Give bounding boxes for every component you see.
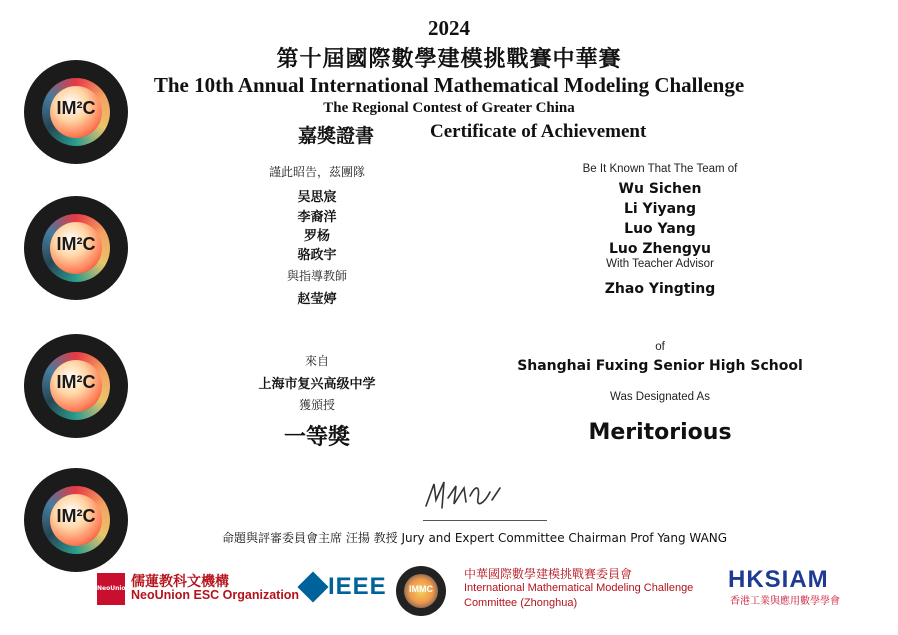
immc-seal-icon — [24, 334, 128, 438]
intro-english: Be It Known That The Team of — [582, 163, 738, 175]
hksiam-name-zh: 香港工業與應用數學學會 — [730, 596, 840, 607]
advisor-name-zh: 赵莹婷 — [297, 292, 337, 307]
certificate-title-english: Certificate of Achievement — [430, 121, 647, 142]
certificate-title-chinese: 嘉獎證書 — [298, 125, 375, 147]
member-name-en: Li Yiyang — [623, 201, 697, 217]
advisor-label-en: With Teacher Advisor — [606, 258, 714, 270]
designated-label-en: Was Designated As — [610, 391, 710, 403]
neounion-name-zh: 儒蓮教科文機構 — [131, 574, 229, 590]
jury-chairman-line: 命題與評審委員會主席 汪揚 教授 Jury and Expert Committee Chairman Prof Yang WANG — [222, 531, 728, 545]
ieee-logo: IEEE — [328, 573, 387, 600]
member-name-zh: 李裔洋 — [297, 210, 337, 225]
member-name-en: Luo Zhengyu — [608, 241, 712, 257]
immc-seal-icon — [24, 196, 128, 300]
subtitle: The Regional Contest of Greater China — [323, 100, 575, 116]
member-name-en: Luo Yang — [624, 221, 696, 237]
neounion-logo-icon: NeoUnion — [97, 573, 125, 605]
signature-icon — [420, 478, 504, 514]
immc-seal-text: IMMC — [409, 584, 433, 594]
immc-committee-name-en-line2: Committee (Zhonghua) — [464, 597, 578, 609]
title-english: The 10th Annual International Mathematical Modeling Challenge — [153, 73, 745, 97]
title-chinese: 第十屆國際數學建模挑戰賽中華賽 — [276, 47, 622, 72]
seal-center-text: IM²C — [56, 372, 96, 392]
advisor-name-en: Zhao Yingting — [604, 281, 716, 297]
immc-committee-name-en-line1: International Mathematical Modeling Challenge — [464, 582, 694, 594]
intro-chinese: 謹此昭告，茲團隊 — [268, 165, 365, 179]
of-label-en: of — [655, 341, 665, 353]
from-label-zh: 來自 — [304, 354, 329, 368]
member-name-en: Wu Sichen — [618, 181, 702, 197]
immc-committee-seal-icon — [396, 566, 446, 616]
neounion-name-en: NeoUnion ESC Organization — [131, 588, 300, 602]
immc-seal-icon — [24, 60, 128, 164]
seal-center-text: IM²C — [56, 98, 96, 118]
certificate-year: 2024 — [428, 16, 470, 40]
immc-seal-icon — [24, 468, 128, 572]
seal-center-text: IM²C — [56, 234, 96, 254]
advisor-label-zh: 與指導教師 — [286, 269, 347, 283]
award-chinese: 一等獎 — [283, 425, 350, 450]
hksiam-logo: HKSIAM — [728, 566, 829, 593]
signature-line — [423, 520, 547, 521]
school-name-en: Shanghai Fuxing Senior High School — [517, 358, 803, 374]
school-name-zh: 上海市复兴高级中学 — [258, 377, 376, 392]
member-name-zh: 骆政宇 — [297, 248, 337, 263]
member-name-zh: 罗杨 — [303, 229, 330, 244]
seal-center-text: IM²C — [56, 506, 96, 526]
immc-committee-name-zh: 中華國際數學建模挑戰賽委員會 — [464, 567, 633, 581]
member-name-zh: 吴思宸 — [297, 190, 337, 205]
awarded-label-zh: 獲頒授 — [298, 398, 335, 412]
award-english: Meritorious — [588, 420, 732, 445]
ieee-diamond-icon — [297, 571, 328, 602]
